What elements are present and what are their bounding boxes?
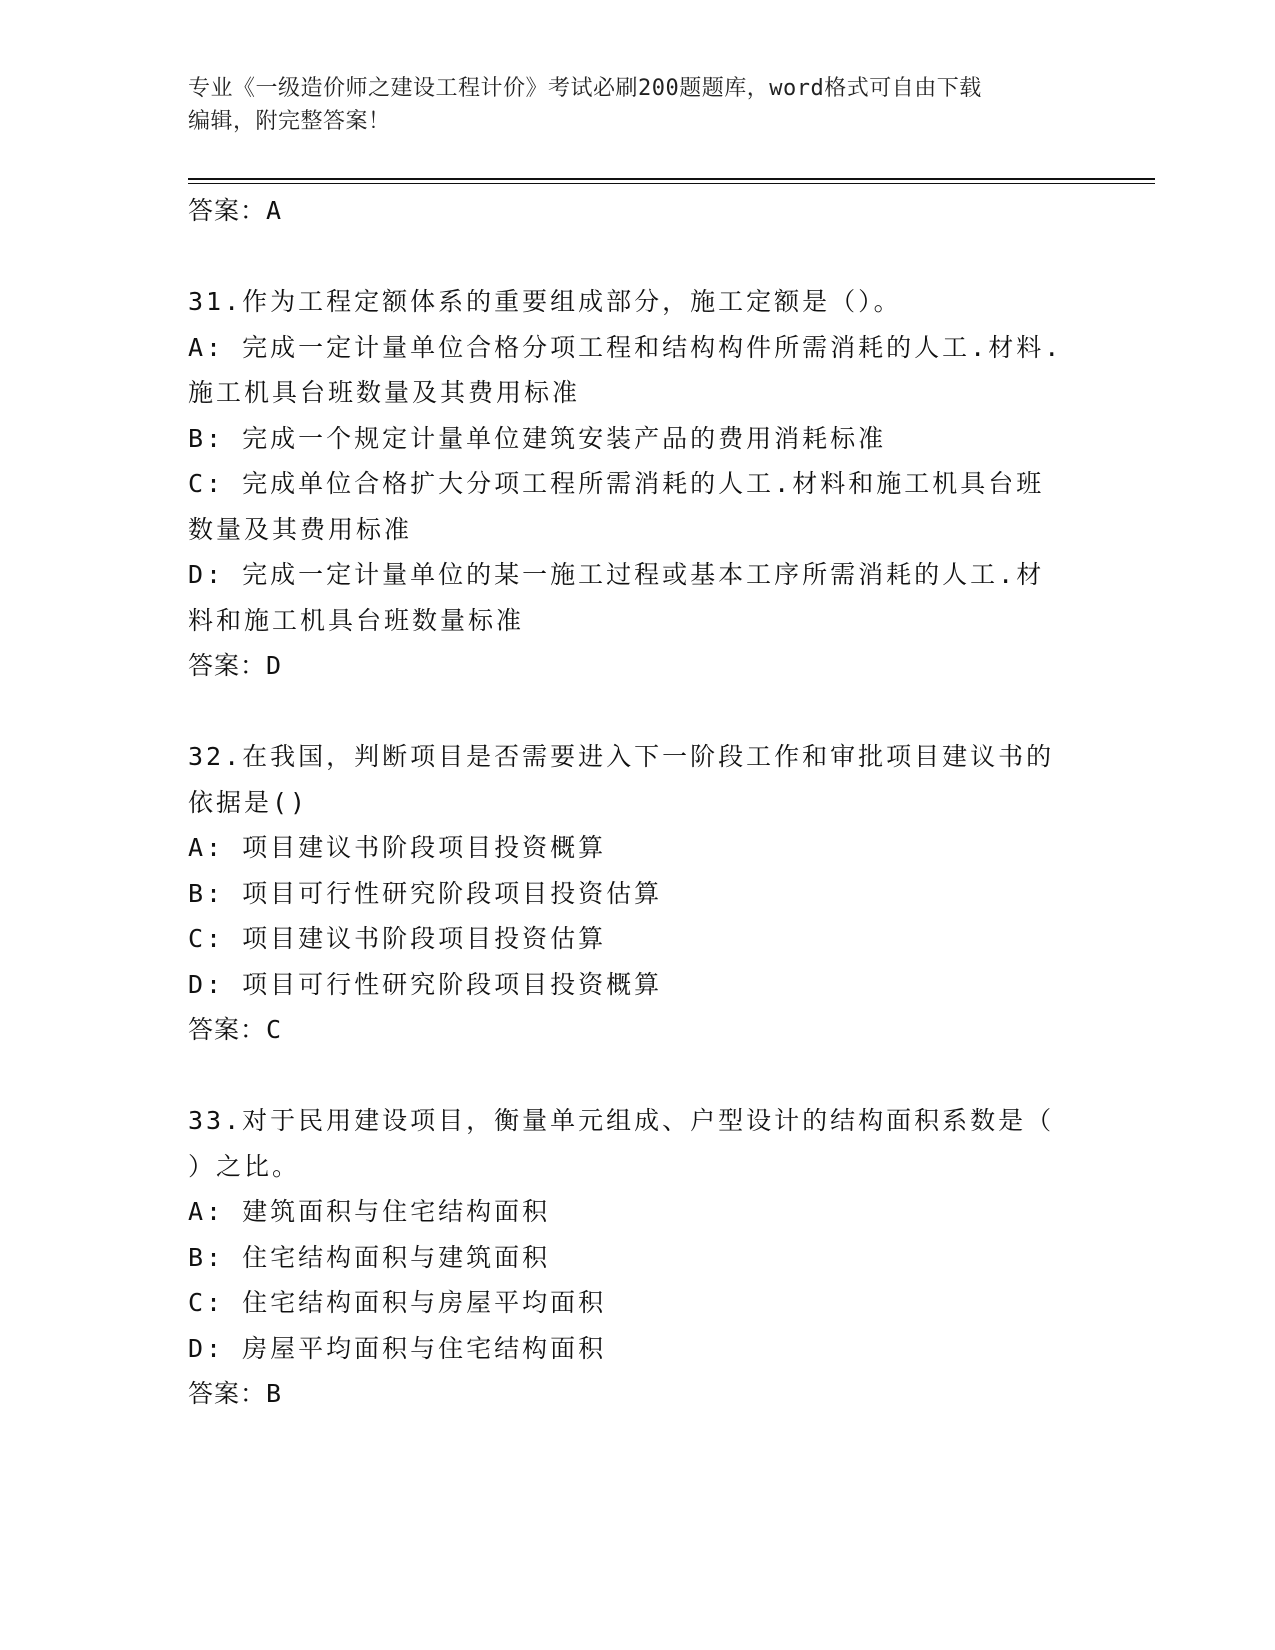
header-divider-thin [188, 183, 1155, 184]
option-a: A: 项目建议书阶段项目投资概算 [188, 833, 607, 862]
question-stem: 32.在我国，判断项目是否需要进入下一阶段工作和审批项目建议书的 [188, 742, 1055, 771]
option-d: D: 房屋平均面积与住宅结构面积 [188, 1333, 607, 1363]
question-stem: 33.对于民用建设项目，衡量单元组成、户型设计的结构面积系数是（ [188, 1106, 1055, 1135]
option-a: A: 完成一定计量单位合格分项工程和结构构件所需消耗的人工.材料. [188, 332, 1063, 362]
header-divider-thick [188, 178, 1155, 180]
spacer [188, 1053, 1068, 1099]
answer: 答案：D [188, 651, 283, 680]
previous-answer: 答案：A [188, 196, 283, 225]
option-c: C: 住宅结构面积与房屋平均面积 [188, 1288, 607, 1317]
question-stem-continued: ）之比。 [188, 1151, 301, 1181]
spacer [188, 234, 1068, 280]
answer: 答案：C [188, 1015, 283, 1044]
option-d: D: 完成一定计量单位的某一施工过程或基本工序所需消耗的人工.材 [188, 560, 1045, 589]
option-a: A: 建筑面积与住宅结构面积 [188, 1197, 551, 1226]
option-c: C: 完成单位合格扩大分项工程所需消耗的人工.材料和施工机具台班 [188, 469, 1045, 498]
option-b: B: 住宅结构面积与建筑面积 [188, 1242, 551, 1272]
option-d-continued: 料和施工机具台班数量标准 [188, 605, 525, 635]
option-a-continued: 施工机具台班数量及其费用标准 [188, 378, 581, 407]
answer: 答案：B [188, 1379, 283, 1408]
header-line-2: 编辑，附完整答案！ [188, 109, 391, 134]
option-b: B: 完成一个规定计量单位建筑安装产品的费用消耗标准 [188, 423, 887, 453]
question-33 [188, 1098, 1068, 1417]
question-list [188, 188, 1068, 1417]
question-stem-continued: 依据是() [188, 787, 309, 817]
option-c: C: 项目建议书阶段项目投资估算 [188, 924, 607, 953]
header-line-1: 专业《一级造价师之建设工程计价》考试必刷200题题库，word格式可自由下载 [188, 76, 982, 101]
question-31 [188, 279, 1068, 689]
question-stem: 31.作为工程定额体系的重要组成部分，施工定额是（）。 [188, 287, 902, 316]
question-32 [188, 734, 1068, 1053]
option-b: B: 项目可行性研究阶段项目投资估算 [188, 878, 663, 908]
option-c-continued: 数量及其费用标准 [188, 514, 413, 544]
spacer [188, 689, 1068, 735]
document-header [188, 72, 1088, 138]
option-d: D: 项目可行性研究阶段项目投资概算 [188, 969, 663, 999]
